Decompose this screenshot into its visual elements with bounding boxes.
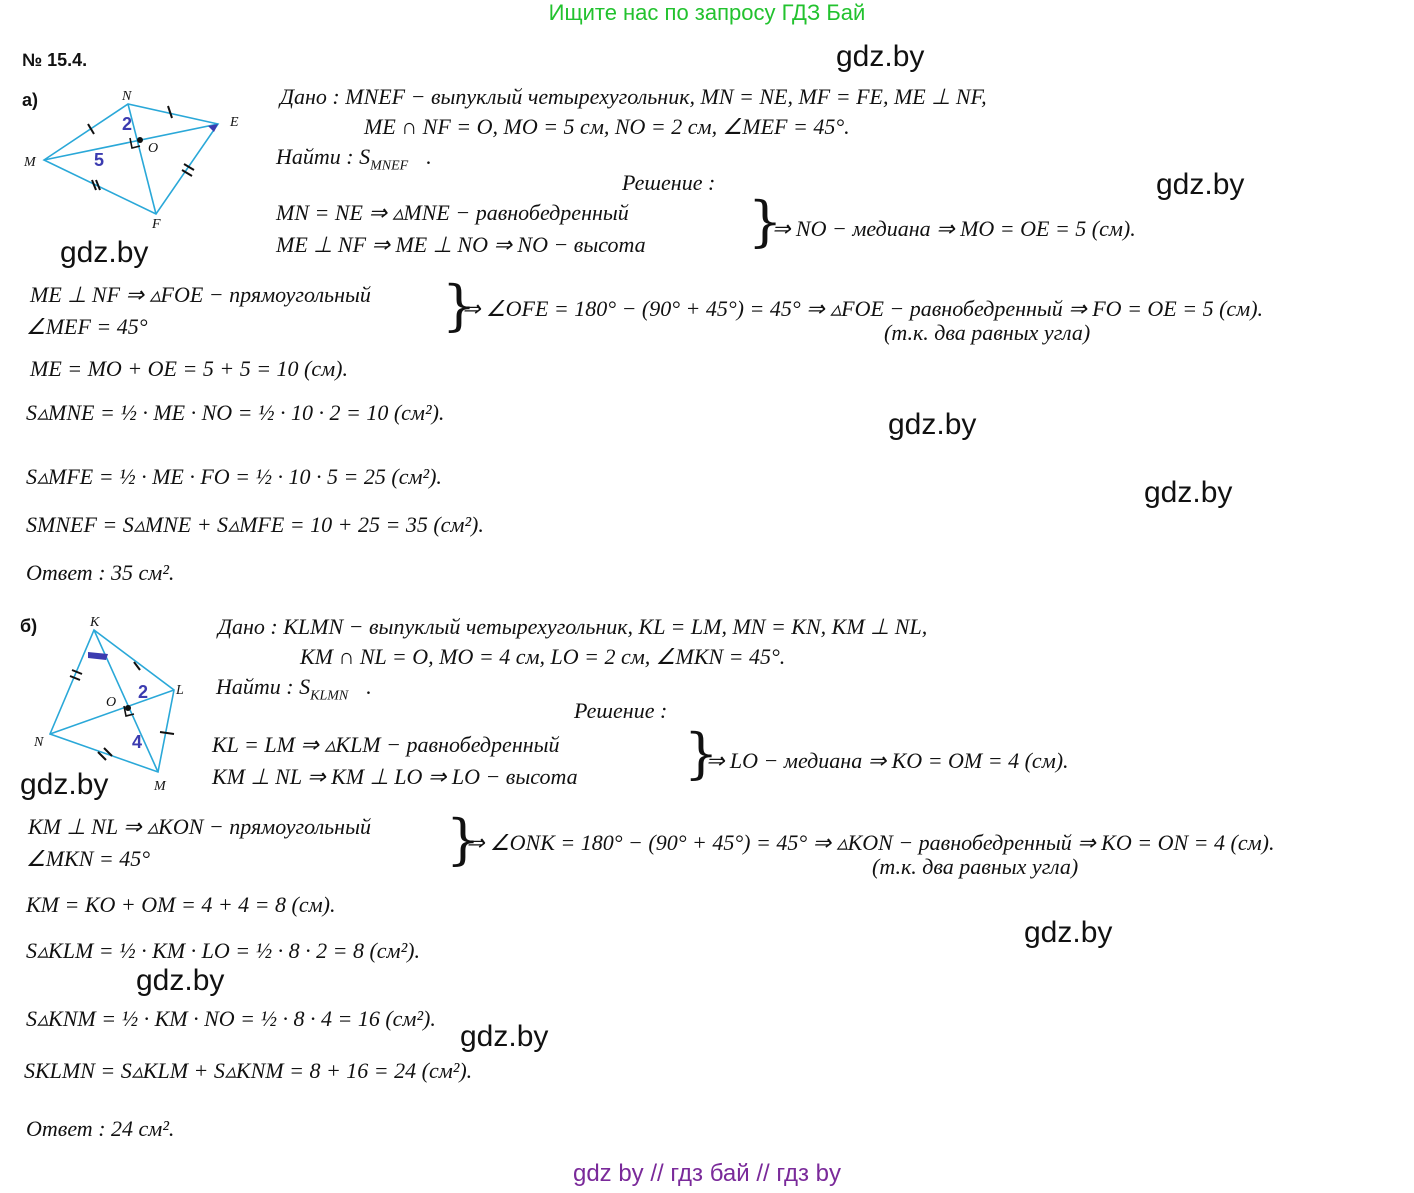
solution-step: ⇒ ∠ONK = 180° − (90° + 45°) = 45° ⇒ ▵KON − равнобедренный ⇒ KO = ON = 4 (см). <box>466 830 1275 855</box>
solution-step: ∠MKN = 45° <box>26 846 151 871</box>
segment-label: 2 <box>122 114 133 134</box>
solution-step: ⇒ LO − медиана ⇒ KO = OM = 4 (см). <box>706 748 1069 773</box>
part-a-label: а) <box>22 90 39 110</box>
segment-label: 4 <box>132 732 143 752</box>
watermark: gdz.by <box>1024 916 1113 949</box>
solution-title: Решение : <box>574 698 668 723</box>
problem-number: № 15.4. <box>22 50 88 70</box>
top-banner: Ищите нас по запросу ГДЗ Бай <box>548 0 866 25</box>
watermark: gdz.by <box>20 768 109 801</box>
watermark: gdz.by <box>1156 168 1245 201</box>
vertex-O: O <box>106 695 117 710</box>
solution-step: SMNEF = S▵MNE + S▵MFE = 10 + 25 = 35 (см²). <box>26 512 484 537</box>
brace: } <box>684 722 719 785</box>
vertex-M: M <box>24 155 36 170</box>
solution-step: ME ⊥ NF ⇒ ▵FOE − прямоугольный <box>30 282 371 307</box>
vertex-L: L <box>176 683 184 698</box>
solution-step: ME ⊥ NF ⇒ ME ⊥ NO ⇒ NO − высота <box>276 232 646 257</box>
vertex-F: F <box>152 217 161 232</box>
given-line: ME ∩ NF = O, MO = 5 см, NO = 2 см, ∠MEF = 45°. <box>364 114 850 139</box>
watermark: gdz.by <box>136 964 225 997</box>
watermark: gdz.by <box>1144 476 1233 509</box>
solution-step: MN = NE ⇒ ▵MNE − равнобедренный <box>276 200 629 225</box>
solution-step: S▵MNE = ½ · ME · NO = ½ · 10 · 2 = 10 (см²). <box>26 400 445 425</box>
solution-title: Решение : <box>622 170 716 195</box>
solution-step: KM ⊥ NL ⇒ ▵KON − прямоугольный <box>28 814 371 839</box>
solution-step: S▵KNM = ½ · KM · NO = ½ · 8 · 4 = 16 (см²). <box>26 1006 436 1031</box>
footer-links: gdz by // гдз бай // гдз by <box>572 1160 842 1187</box>
vertex-N: N <box>122 89 132 104</box>
solution-step: KM ⊥ NL ⇒ KM ⊥ LO ⇒ LO − высота <box>212 764 578 789</box>
given-line: Дано : MNEF − выпуклый четырехугольник, MN = NE, MF = FE, ME ⊥ NF, <box>280 84 987 109</box>
solution-step: KL = LM ⇒ ▵KLM − равнобедренный <box>212 732 560 757</box>
solution-step: S▵MFE = ½ · ME · FO = ½ · 10 · 5 = 25 (см²). <box>26 464 442 489</box>
solution-step: S▵KLM = ½ · KM · LO = ½ · 8 · 2 = 8 (см²). <box>26 938 420 963</box>
vertex-O: O <box>148 141 159 156</box>
solution-note: (т.к. два равных угла) <box>872 854 1079 879</box>
solution-note: (т.к. два равных угла) <box>884 320 1091 345</box>
solution-step: ME = MO + OE = 5 + 5 = 10 (см). <box>30 356 348 381</box>
given-line: KM ∩ NL = O, MO = 4 см, LO = 2 см, ∠MKN = 45°. <box>300 644 786 669</box>
given-line: Дано : KLMN − выпуклый четырехугольник, KL = LM, MN = KN, KM ⊥ NL, <box>218 614 928 639</box>
watermark: gdz.by <box>836 40 925 73</box>
segment-label: 5 <box>94 150 105 170</box>
vertex-E: E <box>230 115 239 130</box>
answer: Ответ : 24 см². <box>26 1116 175 1141</box>
brace: } <box>442 274 477 337</box>
find-line: Найти : $S_{KLMN}$ . <box>216 674 372 704</box>
watermark: gdz.by <box>60 236 149 269</box>
brace: } <box>748 190 783 253</box>
solution-step: ∠MEF = 45° <box>26 314 148 339</box>
segment-label: 2 <box>138 682 149 702</box>
solution-step: KM = KO + OM = 4 + 4 = 8 (см). <box>26 892 336 917</box>
part-b-label: б) <box>20 616 38 636</box>
solution-step: SKLMN = S▵KLM + S▵KNM = 8 + 16 = 24 (см²). <box>24 1058 473 1083</box>
brace: } <box>446 808 481 871</box>
solution-step: ⇒ ∠OFE = 180° − (90° + 45°) = 45° ⇒ ▵FOE − равнобедренный ⇒ FO = OE = 5 (см). <box>462 296 1264 321</box>
watermark: gdz.by <box>460 1020 549 1053</box>
watermark: gdz.by <box>888 408 977 441</box>
find-line: Найти : $S_{MNEF}$ . <box>276 144 432 174</box>
solution-step: ⇒ NO − медиана ⇒ MO = OE = 5 (см). <box>772 216 1136 241</box>
vertex-M: M <box>154 779 166 794</box>
vertex-K: K <box>90 615 100 630</box>
vertex-N: N <box>34 735 44 750</box>
answer: Ответ : 35 см². <box>26 560 175 585</box>
